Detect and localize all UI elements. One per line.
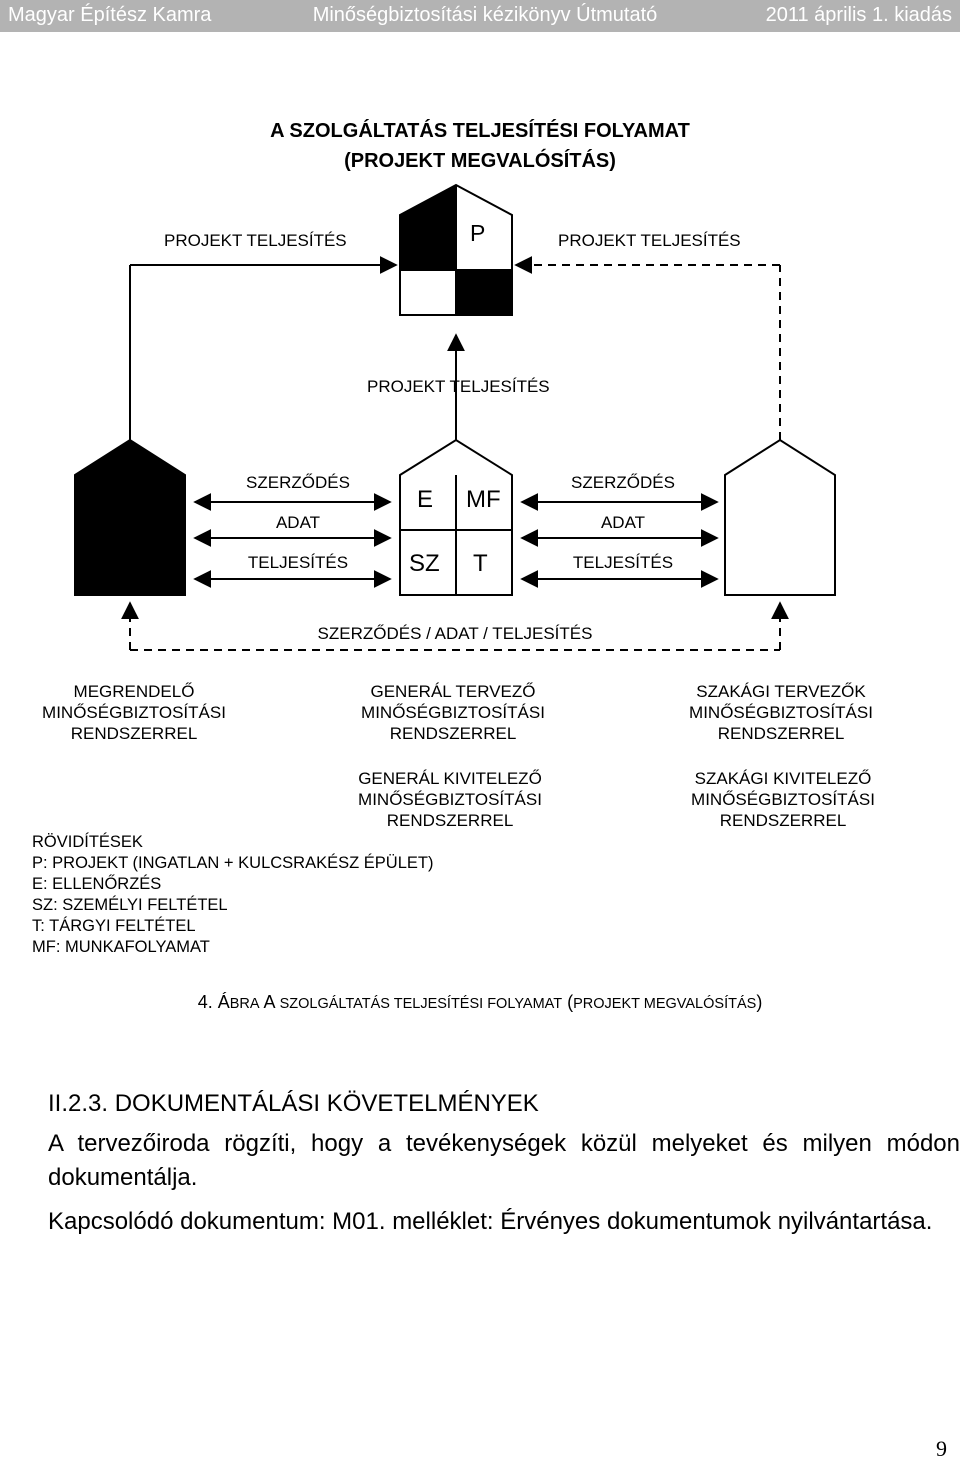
- abbrev-mf: MF: MUNKAFOLYAMAT: [32, 938, 210, 956]
- header-center: Minőségbiztosítási kézikönyv Útmutató: [312, 4, 658, 26]
- specialist-contractor-block: [663, 768, 903, 831]
- right-label-contract: SZERZŐDÉS: [571, 473, 675, 492]
- diagram-subtitle: (PROJEKT MEGVALÓSÍTÁS): [344, 150, 616, 172]
- center-label: PROJEKT TELJESÍTÉS: [367, 377, 550, 396]
- paragraph-line-1: A tervezőiroda rögzíti, hogy a tevékenységek közül melyeket és milyen módon: [48, 1130, 960, 1157]
- client-l1: MEGRENDELŐ: [73, 682, 195, 701]
- specialist-designers-l1: SZAKÁGI TERVEZŐK: [696, 682, 866, 701]
- client-l3: RENDSZERREL: [70, 724, 198, 743]
- house-sz: SZ: [409, 550, 440, 577]
- client-house: [75, 440, 185, 595]
- house-mf: MF: [466, 486, 501, 513]
- related-document: Kapcsolódó dokumentum: M01. melléklet: Érvényes dokumentumok nyilvántartása.: [48, 1208, 933, 1235]
- right-label-data: ADAT: [600, 513, 646, 532]
- general-designer-l2: MINŐSÉGBIZTOSÍTÁSI: [361, 703, 545, 722]
- specialist-house: [725, 440, 835, 595]
- right-label-performance: TELJESÍTÉS: [572, 553, 674, 572]
- specialist-contractor-l2: MINŐSÉGBIZTOSÍTÁSI: [691, 790, 875, 809]
- header-left: Magyar Építész Kamra: [8, 4, 212, 26]
- figure-caption: 4. ÁBRA A SZOLGÁLTATÁS TELJESÍTÉSI FOLYAMAT (PROJEKT MEGVALÓSÍTÁS): [197, 992, 763, 1012]
- abbreviations: [32, 832, 433, 958]
- general-contractor-l2: MINŐSÉGBIZTOSÍTÁSI: [358, 790, 542, 809]
- abbrev-p: P: PROJEKT (INGATLAN + KULCSRAKÉSZ ÉPÜLET): [32, 854, 434, 872]
- paragraph-line-2: dokumentálja.: [48, 1164, 198, 1191]
- bottom-connector-label: SZERZŐDÉS / ADAT / TELJESÍTÉS: [317, 624, 593, 643]
- left-label-data: ADAT: [275, 513, 321, 532]
- header-right: 2011 április 1. kiadás: [765, 4, 952, 26]
- process-diagram: [0, 0, 960, 700]
- left-project-link: [130, 265, 396, 440]
- client-block: [14, 681, 254, 744]
- abbrev-e: E: ELLENŐRZÉS: [32, 875, 162, 893]
- top-left-label: PROJEKT TELJESÍTÉS: [164, 231, 347, 250]
- page-number: 9: [936, 1436, 947, 1461]
- abbrev-title: RÖVIDÍTÉSEK: [32, 833, 143, 851]
- general-contractor-l3: RENDSZERREL: [386, 811, 514, 830]
- specialist-contractor-l1: SZAKÁGI KIVITELEZŐ: [694, 769, 872, 788]
- diagram-title: A SZOLGÁLTATÁS TELJESÍTÉSI FOLYAMAT: [270, 120, 690, 142]
- general-contractor-block: [330, 768, 570, 831]
- specialist-contractor-l3: RENDSZERREL: [719, 811, 847, 830]
- specialist-designers-l3: RENDSZERREL: [717, 724, 845, 743]
- house-t: T: [473, 550, 488, 577]
- project-house: [400, 185, 512, 315]
- general-designer-l1: GENERÁL TERVEZŐ: [370, 682, 536, 701]
- section-heading: II.2.3. DOKUMENTÁLÁSI KÖVETELMÉNYEK: [48, 1090, 539, 1117]
- client-l2: MINŐSÉGBIZTOSÍTÁSI: [42, 703, 226, 722]
- specialist-designers-block: [661, 681, 901, 744]
- abbrev-sz: SZ: SZEMÉLYI FELTÉTEL: [32, 896, 228, 914]
- general-designer-l3: RENDSZERREL: [389, 724, 517, 743]
- left-label-performance: TELJESÍTÉS: [247, 553, 349, 572]
- abbrev-t: T: TÁRGYI FELTÉTEL: [32, 917, 196, 935]
- top-right-label: PROJEKT TELJESÍTÉS: [558, 231, 741, 250]
- general-contractor-l1: GENERÁL KIVITELEZŐ: [358, 769, 542, 788]
- general-designer-block: [333, 681, 573, 744]
- house-e: E: [417, 486, 434, 513]
- p-letter: P: [470, 220, 486, 246]
- left-label-contract: SZERZŐDÉS: [246, 473, 350, 492]
- right-project-link: [516, 265, 780, 440]
- specialist-designers-l2: MINŐSÉGBIZTOSÍTÁSI: [689, 703, 873, 722]
